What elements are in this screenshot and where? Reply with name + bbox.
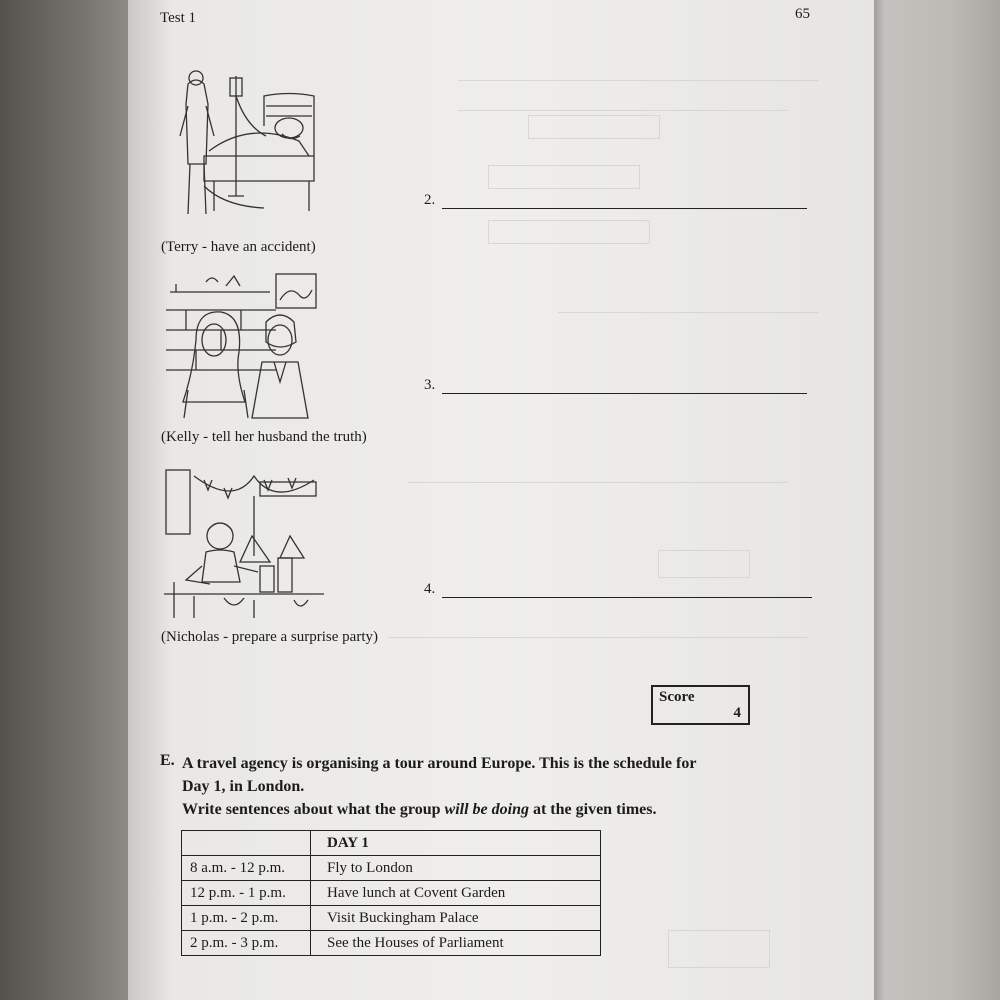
time-cell: 8 a.m. - 12 p.m.: [182, 856, 311, 881]
table-header-row: [182, 831, 601, 856]
activity-cell: Visit Buckingham Palace: [311, 906, 601, 931]
item-number: 3.: [424, 377, 436, 393]
score-label: Score: [659, 689, 695, 705]
couple-talking-illustration: [166, 270, 321, 420]
time-cell: 12 p.m. - 1 p.m.: [182, 881, 311, 906]
item-number: 2.: [424, 192, 436, 208]
time-cell: 1 p.m. - 2 p.m.: [182, 906, 311, 931]
exercise-instructions: [182, 752, 822, 821]
picture-caption: (Kelly - tell her husband the truth): [161, 429, 367, 445]
desk-background-left: [0, 0, 128, 1000]
table-row: [182, 881, 601, 906]
instruction-text: at the given times.: [528, 801, 657, 818]
instruction-line-3: [182, 798, 822, 821]
test-label: Test 1: [160, 10, 197, 26]
workbook-page: [128, 0, 874, 1000]
score-value: 4: [733, 705, 741, 721]
picture-caption: (Terry - have an accident): [161, 239, 316, 255]
answer-line-2[interactable]: [424, 192, 435, 209]
item-number: 4.: [424, 581, 436, 597]
party-preparation-illustration: [164, 466, 324, 622]
schedule-table: [181, 830, 601, 956]
instruction-emphasis: will be doing: [444, 801, 529, 818]
empty-header-cell: [182, 831, 311, 856]
instruction-line-2: Day 1, in London.: [182, 778, 305, 795]
day-header: DAY 1: [311, 831, 601, 856]
exercise-letter: E.: [160, 752, 175, 769]
instruction-text: Write sentences about what the group: [182, 801, 445, 818]
activity-cell: Have lunch at Covent Garden: [311, 881, 601, 906]
answer-line-4[interactable]: [424, 581, 435, 598]
table-row: [182, 856, 601, 881]
picture-caption: (Nicholas - prepare a surprise party): [161, 629, 378, 645]
activity-cell: See the Houses of Parliament: [311, 931, 601, 956]
time-cell: 2 p.m. - 3 p.m.: [182, 931, 311, 956]
page-number: 65: [795, 6, 810, 22]
table-row: [182, 906, 601, 931]
score-box: [651, 685, 750, 725]
hospital-bed-illustration: [164, 66, 324, 226]
activity-cell: Fly to London: [311, 856, 601, 881]
next-page-edge: [872, 0, 1000, 1000]
table-row: [182, 931, 601, 956]
answer-line-3[interactable]: [424, 377, 435, 394]
instruction-line-1: A travel agency is organising a tour around Europe. This is the schedule for: [182, 755, 697, 772]
